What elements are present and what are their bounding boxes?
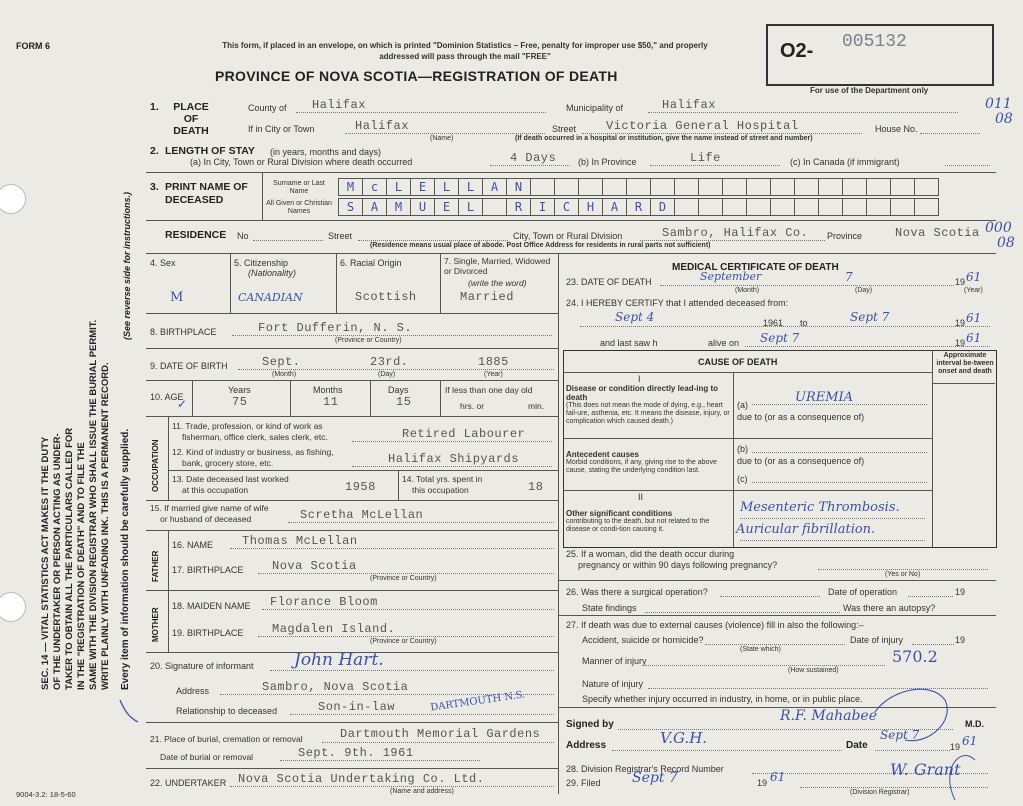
postage-notice: This form, if placed in an envelope, on which is printed "Dominion Statistics – Free, penalty for improper use $50," and properly addressed will pass through the mail "FREE" <box>222 41 708 61</box>
alive-on-year: 61 <box>966 331 982 345</box>
q27-label: 27. If death was due to external causes (violence) fill in also the following:– <box>566 620 864 630</box>
spouse-label-line1: 15. If married give name of wife <box>150 503 269 513</box>
street-note: (If death occurred in a hospital or institution, give the name instead of street and number) <box>515 135 813 142</box>
residence-no-label: No <box>237 231 249 241</box>
municipality-label: Municipality of <box>566 103 624 113</box>
filed-value: Sept 7 <box>632 770 678 786</box>
stay-qualifier: (in years, months and days) <box>270 147 382 157</box>
accident-label: Accident, suicide or homicide? <box>582 635 704 645</box>
citizenship-value: CANADIAN <box>238 291 303 304</box>
trade-label-line1: 11. Trade, profession, or kind of work as <box>172 421 323 431</box>
mother-side-label: MOTHER <box>151 607 160 642</box>
age-days-label: Days <box>388 385 409 395</box>
marital-status-caption: (write the word) <box>468 278 527 288</box>
filed-year: 61 <box>770 770 786 784</box>
age-months-value: 11 <box>323 395 339 409</box>
racial-origin-value: Scottish <box>355 290 417 304</box>
residence-city-value: Sambro, Halifax Co. <box>662 226 809 240</box>
given-names-label: All Given or Christian Names <box>266 200 332 215</box>
minutes-label: min. <box>528 401 545 411</box>
stay-b-value: Life <box>690 151 721 165</box>
record-number-label: 28. Division Registrar's Record Number <box>566 764 724 774</box>
undertaker-label: 22. UNDERTAKER <box>150 778 227 788</box>
statute-text: SEC. 14 — VITAL STATISTICS ACT MAKES IT THE DUTY OF THE UNDERTAKER OR PERSON ACTING AS UNDER- TAKER TO OBTAIN ALL THE PARTICULARS CALLED FOR IN THE "REGISTRATION OF DEATH" AND TO FILE THE SAME WITH THE DIVISION REGISTRAR WHO SHALL ISSUE THE BURIAL PERMIT. WRITE PLAINLY WITH UNFADING INK. THIS IS A PERMANENT RECORD. <box>40 319 111 690</box>
industry-label-line1: 12. Kind of industry or business, as fishing, <box>172 447 334 457</box>
occupation-side-label: OCCUPATION <box>151 439 160 492</box>
last-worked-label-line1: 13. Date deceased last worked <box>172 474 289 484</box>
date-of-death-label: 23. DATE OF DEATH <box>566 277 652 287</box>
dob-day-caption: (Day) <box>378 371 396 378</box>
deceased-section-number: 3. <box>150 181 159 193</box>
burial-place-handwritten: DARTMOUTH N.S. <box>429 689 526 714</box>
marital-status-value: Married <box>460 290 514 304</box>
surname-label: Surname or Last Name <box>273 180 325 195</box>
racial-origin-label: 6. Racial Origin <box>340 258 402 268</box>
other-conditions-note: contributing to the death, but not related to the disease or condi-tion causing it. <box>566 518 710 533</box>
medical-certificate-heading: MEDICAL CERTIFICATE OF DEATH <box>672 262 839 273</box>
house-number-label: House No. <box>875 124 918 134</box>
form-title: PROVINCE OF NOVA SCOTIA—REGISTRATION OF DEATH <box>215 68 618 84</box>
cause-b-due-to: due to (or as a consequence of) <box>737 456 865 466</box>
residence-province-value: Nova Scotia <box>895 226 980 240</box>
part-two-label: II <box>638 492 644 502</box>
stay-section-number: 2. <box>150 145 159 157</box>
signoff-date-year: 61 <box>962 734 978 748</box>
burial-place-value: Dartmouth Memorial Gardens <box>340 727 541 741</box>
registrar-signature: W. Grant <box>890 760 961 779</box>
cause-c-label: (c) <box>737 474 748 484</box>
last-saw-label: and last saw h <box>600 338 658 348</box>
injury-location-label: Specify whether injury occurred in industry, in home, or in public place. <box>582 694 863 704</box>
q26-label: 26. Was there a surgical operation? <box>566 587 708 597</box>
relationship-label: Relationship to deceased <box>176 706 278 716</box>
father-side-label: FATHER <box>151 550 160 582</box>
total-years-value: 18 <box>528 480 544 494</box>
autopsy-label: Was there an autopsy? <box>843 603 936 613</box>
filed-label: 29. Filed <box>566 778 601 788</box>
burial-date-label: Date of burial or removal <box>160 752 254 762</box>
how-sustained-caption: (How sustained) <box>788 667 839 674</box>
signed-by-label: Signed by <box>566 719 614 730</box>
birthplace-caption: (Province or Country) <box>335 337 402 344</box>
print-code: 9004-3.2: 18-5-60 <box>16 790 76 799</box>
industry-label-line2: bank, grocery store, etc. <box>182 458 274 468</box>
date-of-death-year: 61 <box>966 270 982 284</box>
attended-from-date: Sept 4 <box>615 310 655 324</box>
birthplace-value: Fort Dufferin, N. S. <box>258 321 413 335</box>
place-section-number: 1. <box>150 101 159 113</box>
municipality-value: Halifax <box>662 98 716 112</box>
mother-birthplace-caption: (Province or Country) <box>370 638 437 645</box>
mother-maiden-value: Florance Bloom <box>270 595 378 609</box>
industry-value: Halifax Shipyards <box>388 452 519 466</box>
total-years-label-line2: this occupation <box>412 485 469 495</box>
certify-label: 24. I HEREBY CERTIFY that I attended deceased from: <box>566 298 789 308</box>
department-code2-bottom: 08 <box>997 235 1015 251</box>
other-conditions-value-1: Mesenteric Thrombosis. <box>740 500 900 515</box>
informant-address-label: Address <box>176 686 210 696</box>
mother-birthplace-label: 19. BIRTHPLACE <box>172 628 244 638</box>
burial-place-label: 21. Place of burial, cremation or removal <box>150 734 303 744</box>
stay-section-label: LENGTH OF STAY <box>165 145 255 157</box>
age-days-value: 15 <box>396 395 412 409</box>
surname-boxes: M c L E L L A N <box>338 178 939 196</box>
part-one-label: I <box>638 374 641 384</box>
dob-day: 23rd. <box>370 355 409 369</box>
informant-signature: John Hart. <box>294 650 384 670</box>
alive-on-year-prefix: 19 <box>955 338 966 348</box>
undertaker-caption: (Name and address) <box>390 788 454 795</box>
mother-birthplace-value: Magdalen Island. <box>272 622 396 636</box>
department-use-note: For use of the Department only <box>810 86 929 95</box>
birthplace-label: 8. BIRTHPLACE <box>150 327 217 337</box>
given-names-boxes: S A M U E L R I C H A R D <box>338 198 939 216</box>
punch-hole-bottom <box>0 592 26 622</box>
place-section-label: PLACE OF DEATH <box>173 101 209 137</box>
injury-year-prefix: 19 <box>955 635 966 645</box>
state-which-caption: (State which) <box>740 646 781 653</box>
last-worked-value: 1958 <box>345 480 376 494</box>
injury-date-label: Date of injury <box>850 635 904 645</box>
date-of-death-year-prefix: 19 <box>955 277 966 287</box>
stay-b-label: (b) In Province <box>578 157 637 167</box>
nature-label: Nature of injury <box>582 679 644 689</box>
city-label: If in City or Town <box>248 124 315 134</box>
county-value: Halifax <box>312 98 366 112</box>
attended-to-label: to <box>800 318 808 328</box>
street-value: Victoria General Hospital <box>606 119 799 133</box>
disease-label: Disease or condition directly lead-ing to death <box>566 384 719 402</box>
cause-a-label: (a) <box>737 400 748 410</box>
q26-date-label: Date of operation <box>828 587 898 597</box>
signoff-date-value: Sept 7 <box>880 728 920 742</box>
trade-value: Retired Labourer <box>402 427 526 441</box>
alive-on-label: alive on <box>708 338 740 348</box>
registrar-caption: (Division Registrar) <box>850 789 910 796</box>
antecedent-note: Morbid conditions, if any, giving rise to the above cause, stating the underlying condition last. <box>566 459 717 474</box>
under-one-day-label: If less than one day old <box>445 385 533 395</box>
age-years-label: Years <box>228 385 251 395</box>
informant-signature-label: 20. Signature of informant <box>150 661 254 671</box>
antecedent-label: Antecedent causes <box>566 450 639 459</box>
undertaker-value: Nova Scotia Undertaking Co. Ltd. <box>238 772 485 786</box>
stay-a-value: 4 Days <box>510 151 557 165</box>
q25-label-line1: 25. If a woman, did the death occur during <box>566 549 735 559</box>
attended-to-date: Sept 7 <box>850 310 890 324</box>
dob-label: 9. DATE OF BIRTH <box>150 361 228 371</box>
registration-prefix: O2- <box>780 40 814 62</box>
county-label: County of <box>248 103 287 113</box>
sex-label: 4. Sex <box>150 258 176 268</box>
care-note: Every item of information should be carefully supplied. <box>120 428 131 690</box>
disease-note: (This does not mean the mode of dying, e.g., heart fail-ure, asthenia, etc. It means the disease, injury, or complication which caused death.) <box>566 402 730 425</box>
signoff-address-label: Address <box>566 740 607 751</box>
informant-address-value: Sambro, Nova Scotia <box>262 680 409 694</box>
cause-of-death-heading: CAUSE OF DEATH <box>698 357 778 367</box>
father-name-value: Thomas McLellan <box>242 534 358 548</box>
dob-month: Sept. <box>262 355 301 369</box>
q26-year-prefix: 19 <box>955 587 966 597</box>
date-of-death-year-caption: (Year) <box>964 287 983 294</box>
age-months-label: Months <box>313 385 343 395</box>
form-number: FORM 6 <box>16 41 51 51</box>
city-name-caption: (Name) <box>430 135 454 142</box>
q25-label-line2: pregnancy or within 90 days following pregnancy? <box>578 560 778 570</box>
age-label: 10. AGE <box>150 392 184 402</box>
signed-by-value: R.F. Mahabee <box>780 708 878 724</box>
q25-caption: (Yes or No) <box>885 571 921 578</box>
signoff-date-label: Date <box>846 740 868 751</box>
attended-to-year-prefix: 19 <box>955 318 966 328</box>
registration-number-box <box>766 24 994 86</box>
cause-a-value: UREMIA <box>795 390 854 405</box>
cause-b-label: (b) <box>737 444 748 454</box>
father-name-label: 16. NAME <box>172 540 214 550</box>
punch-hole-top <box>0 184 26 214</box>
residence-city-label: City, Town or Rural Division <box>513 231 623 241</box>
attended-from-year: 1961 <box>763 318 784 328</box>
other-conditions-value-2: Auricular fibrillation. <box>736 522 876 537</box>
mother-maiden-label: 18. MAIDEN NAME <box>172 601 251 611</box>
date-of-death-day: 7 <box>845 270 853 284</box>
spouse-label-line2: or husband of deceased <box>160 514 252 524</box>
date-of-death-month-caption: (Month) <box>735 287 760 294</box>
trade-label-line2: fisherman, office clerk, sales clerk, etc. <box>182 432 328 442</box>
citizenship-label: 5. Citizenship <box>234 258 289 268</box>
age-check-mark: ✓ <box>177 397 188 411</box>
residence-label: RESIDENCE <box>165 229 227 241</box>
marital-status-label: 7. Single, Married, Widowed or Divorced <box>444 256 551 276</box>
attended-to-year: 61 <box>966 311 982 325</box>
dob-year-caption: (Year) <box>484 371 503 378</box>
residence-note: (Residence means usual place of abode. Post Office Address for residents in rural parts not sufficient) <box>370 242 711 249</box>
icd-code: 570.2 <box>892 647 938 666</box>
father-birthplace-label: 17. BIRTHPLACE <box>172 565 244 575</box>
stay-c-label: (c) In Canada (if immigrant) <box>790 157 900 167</box>
father-birthplace-value: Nova Scotia <box>272 559 357 573</box>
residence-province-label: Province <box>827 231 863 241</box>
see-reverse-note: (See reverse side for instructions.) <box>122 191 132 340</box>
father-birthplace-caption: (Province or Country) <box>370 575 437 582</box>
other-conditions-label: Other significant conditions <box>566 509 673 518</box>
hours-label: hrs. or <box>460 401 485 411</box>
city-value: Halifax <box>355 119 409 133</box>
stay-a-label: (a) In City, Town or Rural Division where death occurred <box>190 157 413 167</box>
dob-month-caption: (Month) <box>272 371 297 378</box>
last-worked-label-line2: at this occupation <box>182 485 249 495</box>
burial-date-value: Sept. 9th. 1961 <box>298 746 414 760</box>
relationship-value: Son-in-law <box>318 700 396 714</box>
registration-number: 005132 <box>842 32 907 52</box>
md-label: M.D. <box>965 719 984 729</box>
department-code-top: 011 <box>985 96 1012 112</box>
findings-label: State findings <box>582 603 637 613</box>
sex-value: M <box>170 290 184 305</box>
cause-a-due-to: due to (or as a consequence of) <box>737 412 865 422</box>
date-of-death-day-caption: (Day) <box>855 287 873 294</box>
interval-header: Approximate interval be-tween onset and death <box>936 352 994 375</box>
total-years-label-line1: 14. Total yrs. spent in <box>402 474 483 484</box>
signoff-date-year-prefix: 19 <box>950 742 961 752</box>
department-code2-top: 000 <box>985 220 1012 236</box>
residence-street-label: Street <box>328 231 353 241</box>
age-years-value: 75 <box>232 395 248 409</box>
date-of-death-month: September <box>700 270 762 283</box>
department-code-bottom: 08 <box>995 111 1013 127</box>
street-label: Street <box>552 124 577 134</box>
deceased-section-label: PRINT NAME OF DECEASED <box>165 181 248 206</box>
signoff-address-value: V.G.H. <box>660 729 708 747</box>
manner-label: Manner of injury <box>582 656 647 666</box>
citizenship-caption: (Nationality) <box>248 268 297 278</box>
alive-on-date: Sept 7 <box>760 331 800 345</box>
dob-year: 1885 <box>478 355 509 369</box>
spouse-value: Scretha McLellan <box>300 508 424 522</box>
filed-year-prefix: 19 <box>757 778 768 788</box>
